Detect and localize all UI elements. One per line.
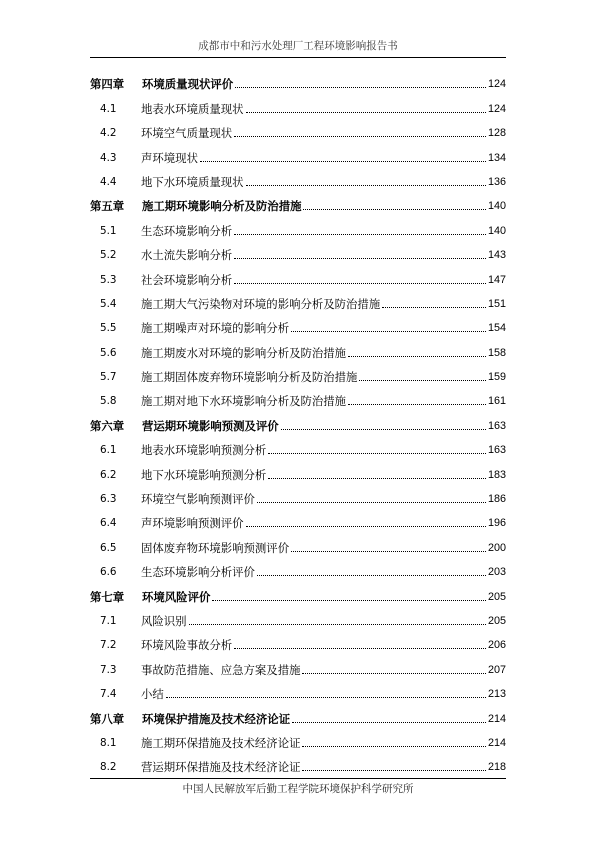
toc-section-entry[interactable] — [90, 165, 506, 189]
toc-section-entry[interactable] — [90, 628, 506, 652]
toc-entry-title: 环境风险评价 — [142, 589, 211, 604]
toc-entry-number: 7.4 — [100, 688, 117, 701]
toc-entry-number: 6.4 — [100, 517, 117, 530]
toc-chapter-entry[interactable] — [90, 579, 506, 603]
toc-entry-page-number: 159 — [487, 371, 506, 384]
toc-entry-title: 水土流失影响分析 — [141, 248, 233, 263]
toc-entry-title: 营运期环保措施及技术经济论证 — [141, 760, 301, 775]
toc-entry-title: 小结 — [141, 687, 164, 702]
toc-entry-page-number: 183 — [487, 468, 506, 481]
toc-entry-title: 施工期噪声对环境的影响分析 — [141, 321, 290, 336]
toc-section-entry[interactable] — [90, 457, 506, 481]
toc-dot-leader — [246, 184, 486, 186]
toc-entry-title: 生态环境影响分析 — [141, 223, 233, 238]
toc-entry-number: 7.2 — [100, 639, 117, 652]
toc-dot-leader — [302, 769, 486, 771]
toc-entry-page-number: 196 — [487, 517, 506, 530]
toc-entry-title: 营运期环境影响预测及评价 — [142, 418, 279, 433]
header-rule — [90, 57, 506, 58]
toc-dot-leader — [302, 745, 486, 747]
toc-entry-page-number: 205 — [487, 614, 506, 627]
toc-section-entry[interactable] — [90, 530, 506, 554]
toc-section-entry[interactable] — [90, 604, 506, 628]
toc-entry-number: 6.6 — [100, 566, 117, 579]
toc-dot-leader — [234, 135, 486, 137]
toc-entry-title: 地表水环境影响预测分析 — [141, 443, 267, 458]
toc-entry-title: 声环境影响预测评价 — [141, 516, 244, 531]
toc-entry-page-number: 143 — [487, 249, 506, 262]
toc-entry-number: 7.3 — [100, 663, 117, 676]
toc-entry-title: 环境风险事故分析 — [141, 638, 233, 653]
toc-section-entry[interactable] — [90, 91, 506, 115]
toc-dot-leader — [291, 330, 486, 332]
toc-dot-leader — [359, 379, 486, 381]
toc-dot-leader — [189, 623, 486, 625]
toc-entry-page-number: 214 — [487, 712, 506, 725]
toc-dot-leader — [200, 160, 486, 162]
toc-entry-page-number: 213 — [487, 688, 506, 701]
toc-entry-page-number: 214 — [487, 736, 506, 749]
toc-entry-page-number: 158 — [487, 346, 506, 359]
toc-entry-title: 环境保护措施及技术经济论证 — [142, 711, 291, 726]
toc-entry-number: 第六章 — [90, 418, 125, 433]
toc-entry-number: 第七章 — [90, 589, 125, 604]
toc-entry-page-number: 163 — [487, 419, 506, 432]
toc-entry-page-number: 154 — [487, 322, 506, 335]
toc-entry-page-number: 163 — [487, 444, 506, 457]
toc-entry-title: 风险识别 — [141, 613, 187, 628]
toc-entry-number: 4.4 — [100, 175, 117, 188]
toc-entry-number: 4.2 — [100, 127, 117, 140]
toc-section-entry[interactable] — [90, 652, 506, 676]
toc-section-entry[interactable] — [90, 360, 506, 384]
toc-dot-leader — [235, 86, 486, 88]
toc-entry-title: 环境空气质量现状 — [141, 126, 233, 141]
toc-entry-page-number: 203 — [487, 566, 506, 579]
toc-entry-title: 施工期对地下水环境影响分析及防治措施 — [141, 394, 347, 409]
toc-entry-number: 4.3 — [100, 151, 117, 164]
toc-entry-page-number: 200 — [487, 541, 506, 554]
toc-entry-number: 8.1 — [100, 736, 117, 749]
toc-entry-page-number: 140 — [487, 200, 506, 213]
toc-dot-leader — [234, 282, 486, 284]
toc-entry-page-number: 140 — [487, 224, 506, 237]
toc-dot-leader — [291, 550, 486, 552]
toc-entry-title: 地下水环境质量现状 — [141, 174, 244, 189]
toc-entry-title: 社会环境影响分析 — [141, 272, 233, 287]
toc-entry-title: 地下水环境影响预测分析 — [141, 467, 267, 482]
toc-dot-leader — [303, 208, 486, 210]
toc-entry-page-number: 218 — [487, 761, 506, 774]
toc-section-entry[interactable] — [90, 555, 506, 579]
toc-entry-number: 第八章 — [90, 711, 125, 726]
toc-dot-leader — [292, 721, 486, 723]
toc-entry-number: 5.8 — [100, 395, 117, 408]
toc-entry-number: 8.2 — [100, 761, 117, 774]
toc-entry-title: 地表水环境质量现状 — [141, 101, 244, 116]
toc-entry-title: 施工期固体废弃物环境影响分析及防治措施 — [141, 370, 358, 385]
toc-dot-leader — [234, 257, 486, 259]
toc-entry-page-number: 206 — [487, 639, 506, 652]
toc-section-entry[interactable] — [90, 750, 506, 774]
toc-section-entry[interactable] — [90, 116, 506, 140]
toc-section-entry[interactable] — [90, 677, 506, 701]
toc-section-entry[interactable] — [90, 335, 506, 359]
toc-dot-leader — [302, 672, 486, 674]
toc-section-entry[interactable] — [90, 238, 506, 262]
toc-section-entry[interactable] — [90, 482, 506, 506]
toc-dot-leader — [246, 111, 486, 113]
toc-entry-page-number: 186 — [487, 493, 506, 506]
toc-entry-number: 第四章 — [90, 77, 125, 92]
toc-entry-number: 5.7 — [100, 371, 117, 384]
toc-entry-page-number: 124 — [487, 78, 506, 91]
toc-entry-number: 5.1 — [100, 224, 117, 237]
toc-section-entry[interactable] — [90, 213, 506, 237]
toc-section-entry[interactable] — [90, 384, 506, 408]
toc-entry-title: 施工期废水对环境的影响分析及防治措施 — [141, 345, 347, 360]
footer-rule — [90, 778, 506, 779]
toc-section-entry[interactable] — [90, 726, 506, 750]
toc-entry-number: 6.1 — [100, 444, 117, 457]
toc-entry-title: 施工期大气污染物对环境的影响分析及防治措施 — [141, 296, 381, 311]
toc-dot-leader — [257, 574, 486, 576]
toc-entry-page-number: 151 — [487, 297, 506, 310]
toc-entry-title: 事故防范措施、应急方案及措施 — [141, 662, 301, 677]
table-of-contents — [90, 67, 506, 774]
toc-entry-number: 4.1 — [100, 102, 117, 115]
toc-entry-number: 5.3 — [100, 273, 117, 286]
toc-section-entry[interactable] — [90, 311, 506, 335]
toc-chapter-entry[interactable] — [90, 67, 506, 91]
toc-entry-title: 环境空气影响预测评价 — [141, 492, 255, 507]
toc-entry-page-number: 147 — [487, 273, 506, 286]
toc-dot-leader — [348, 355, 486, 357]
toc-entry-page-number: 136 — [487, 175, 506, 188]
toc-entry-title: 环境质量现状评价 — [142, 77, 234, 92]
toc-entry-number: 6.5 — [100, 541, 117, 554]
toc-entry-title: 固体废弃物环境影响预测评价 — [141, 540, 290, 555]
toc-dot-leader — [212, 599, 486, 601]
toc-section-entry[interactable] — [90, 433, 506, 457]
toc-chapter-entry[interactable] — [90, 701, 506, 725]
toc-entry-number: 5.2 — [100, 249, 117, 262]
toc-entry-number: 5.5 — [100, 322, 117, 335]
toc-entry-number: 7.1 — [100, 614, 117, 627]
toc-entry-page-number: 205 — [487, 590, 506, 603]
toc-dot-leader — [257, 501, 486, 503]
toc-section-entry[interactable] — [90, 287, 506, 311]
toc-section-entry[interactable] — [90, 506, 506, 530]
toc-dot-leader — [281, 428, 486, 430]
toc-section-entry[interactable] — [90, 140, 506, 164]
toc-dot-leader — [166, 696, 486, 698]
toc-dot-leader — [246, 525, 486, 527]
toc-entry-page-number: 124 — [487, 102, 506, 115]
toc-entry-number: 第五章 — [90, 199, 125, 214]
toc-entry-title: 声环境现状 — [141, 150, 198, 165]
toc-entry-title: 施工期环境影响分析及防治措施 — [142, 199, 302, 214]
toc-entry-number: 5.6 — [100, 346, 117, 359]
toc-entry-page-number: 161 — [487, 395, 506, 408]
toc-entry-title: 生态环境影响分析评价 — [141, 565, 255, 580]
toc-entry-page-number: 128 — [487, 127, 506, 140]
toc-chapter-entry[interactable] — [90, 189, 506, 213]
toc-dot-leader — [234, 647, 486, 649]
toc-entry-number: 6.2 — [100, 468, 117, 481]
toc-entry-title: 施工期环保措施及技术经济论证 — [141, 735, 301, 750]
toc-dot-leader — [348, 403, 486, 405]
toc-entry-page-number: 134 — [487, 151, 506, 164]
toc-dot-leader — [268, 477, 486, 479]
toc-section-entry[interactable] — [90, 262, 506, 286]
toc-dot-leader — [234, 233, 486, 235]
page-footer: 中国人民解放军后勤工程学院环境保护科学研究所 — [182, 783, 414, 795]
toc-dot-leader — [268, 452, 486, 454]
toc-chapter-entry[interactable] — [90, 408, 506, 432]
toc-entry-page-number: 207 — [487, 663, 506, 676]
toc-entry-number: 5.4 — [100, 297, 117, 310]
toc-dot-leader — [382, 306, 486, 308]
page-header: 成都市中和污水处理厂工程环境影响报告书 — [198, 40, 398, 52]
toc-entry-number: 6.3 — [100, 493, 117, 506]
